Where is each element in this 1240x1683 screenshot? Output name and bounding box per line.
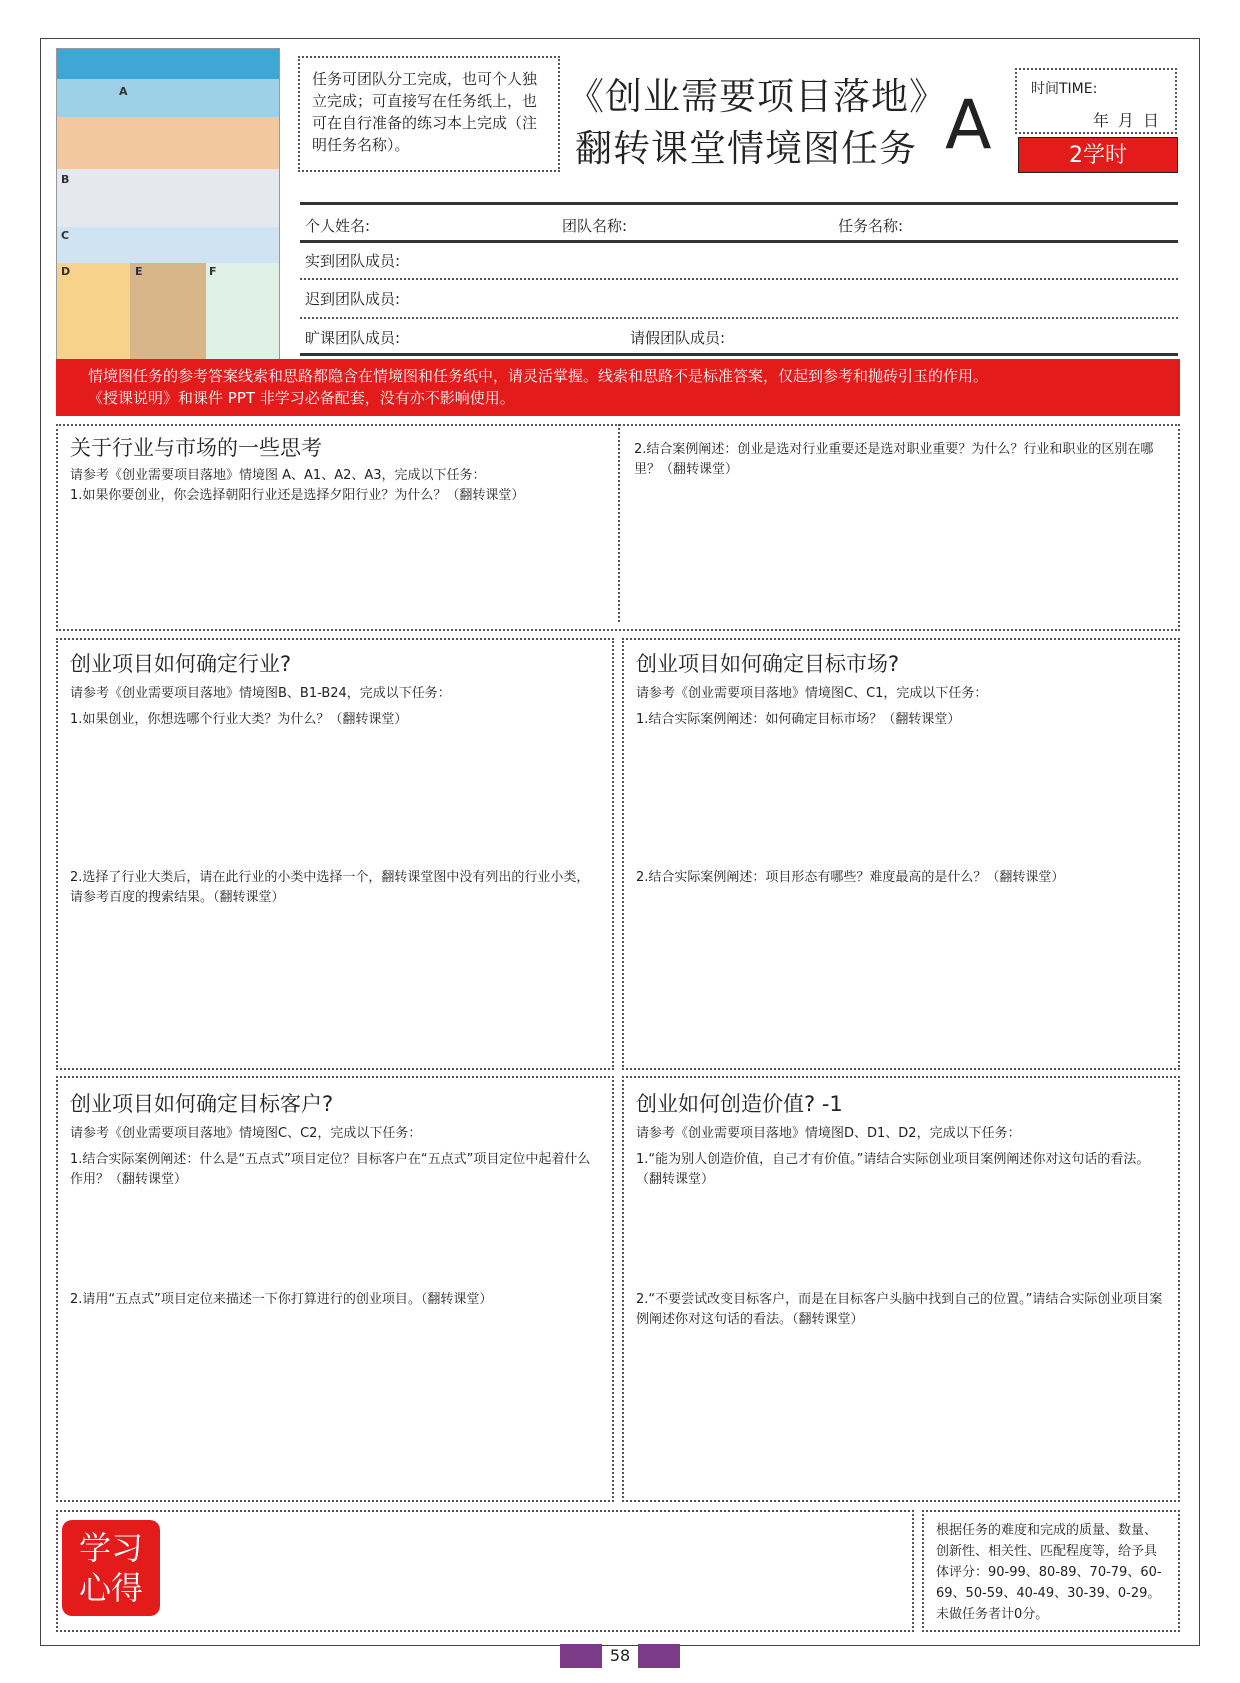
section-2-instruction: 请参考《创业需要项目落地》情境图B、B1-B24，完成以下任务： xyxy=(70,686,451,701)
section-target-market[interactable] xyxy=(622,638,1180,1070)
page-subtitle: 翻转课堂情境图任务 xyxy=(575,127,917,170)
page-title: 《创业需要项目落地》 xyxy=(567,75,947,118)
section-1-title: 关于行业与市场的一些思考 xyxy=(70,436,322,460)
thumb-label-e: E xyxy=(135,265,143,278)
section-4-instruction: 请参考《创业需要项目落地》情境图C、C2，完成以下任务： xyxy=(70,1126,422,1141)
team-field[interactable]: 团队名称: xyxy=(562,217,628,235)
learning-notes-line-2: 心得 xyxy=(78,1569,143,1607)
section-3-title: 创业项目如何确定目标市场? xyxy=(636,652,900,676)
late-members-field[interactable]: 迟到团队成员: xyxy=(305,290,401,308)
learning-notes-box[interactable] xyxy=(56,1510,914,1632)
section-4-question-2: 2.请用“五点式”项目定位来描述一下你打算进行的创业项目。（翻转课堂） xyxy=(70,1292,493,1307)
section-5-question-1: 1.“能为别人创造价值，自己才有价值。”请结合实际创业项目案例阐述你对这句话的看法。（翻转课堂） xyxy=(636,1152,1150,1187)
page-tab-left xyxy=(560,1644,602,1668)
form-rule-top xyxy=(300,202,1178,205)
absent-members-field[interactable]: 旷课团队成员: xyxy=(305,329,401,347)
section-industry-choice[interactable] xyxy=(56,638,614,1070)
section-4-title: 创业项目如何确定目标客户? xyxy=(70,1092,334,1116)
thumb-label-f: F xyxy=(209,265,217,278)
scoring-note: 根据任务的难度和完成的质量、数量、创新性、相关性、匹配程度等，给予具体评分：90-99、80-89、70-79、60-69、50-59、40-49、30-39、0-29。未做任务者计0分。 xyxy=(922,1510,1180,1632)
thumb-label-c: C xyxy=(61,229,70,242)
name-field[interactable]: 个人姓名: xyxy=(305,217,371,235)
page-number-tab xyxy=(560,1644,680,1668)
present-members-field[interactable]: 实到团队成员: xyxy=(305,252,401,270)
section-1-question-1: 1.如果你要创业，你会选择朝阳行业还是选择夕阳行业？为什么？（翻转课堂） xyxy=(70,488,525,503)
date-units: 年 月 日 xyxy=(1092,111,1161,130)
instructions-note: 任务可团队分工完成，也可个人独立完成；可直接写在任务纸上，也可在自行准备的练习本上完成（注明任务名称）。 xyxy=(298,56,560,172)
form-rule-2 xyxy=(300,240,1178,243)
time-label: 时间TIME: xyxy=(1031,81,1098,97)
scenario-thumbnail xyxy=(56,48,280,362)
section-4-question-1: 1.结合实际案例阐述：什么是“五点式”项目定位？目标客户在“五点式”项目定位中起着什么作用？（翻转课堂） xyxy=(70,1152,591,1187)
section-5-title: 创业如何创造价值? -1 xyxy=(636,1092,843,1116)
hint-line-1: 情境图任务的参考答案线索和思路都隐含在情境图和任务纸中，请灵活掌握。线索和思路不是标准答案，仅起到参考和抛砖引玉的作用。 xyxy=(88,367,989,385)
section-5-instruction: 请参考《创业需要项目落地》情境图D、D1、D2，完成以下任务： xyxy=(636,1126,1021,1141)
section-2-title: 创业项目如何确定行业? xyxy=(70,652,292,676)
section-2-question-2: 2.选择了行业大类后，请在此行业的小类中选择一个，翻转课堂图中没有列出的行业小类，请参考百度的搜索结果。（翻转课堂） xyxy=(70,870,590,905)
task-field[interactable]: 任务名称: xyxy=(838,217,904,235)
leave-members-field[interactable]: 请假团队成员: xyxy=(630,329,726,347)
learning-notes-badge xyxy=(62,1520,160,1616)
form-rule-4 xyxy=(300,317,1178,319)
section-3-question-2: 2.结合实际案例阐述：项目形态有哪些？难度最高的是什么？（翻转课堂） xyxy=(636,870,1065,885)
form-rule-3 xyxy=(300,278,1178,280)
hint-banner xyxy=(56,359,1180,416)
thumb-label-d: D xyxy=(61,265,71,278)
section-2-question-1: 1.如果创业，你想选哪个行业大类？为什么？（翻转课堂） xyxy=(70,712,408,727)
time-box[interactable] xyxy=(1015,68,1177,134)
section-1-question-2: 2.结合案例阐述：创业是选对行业重要还是选对职业重要？为什么？行业和职业的区别在哪里？（翻转课堂） xyxy=(634,442,1154,477)
page-number: 58 xyxy=(609,1646,631,1665)
section-1-instruction: 请参考《创业需要项目落地》情境图 A、A1、A2、A3，完成以下任务： xyxy=(70,468,486,483)
task-letter: A xyxy=(945,86,992,165)
section-3-question-1: 1.结合实际案例阐述：如何确定目标市场？（翻转课堂） xyxy=(636,712,961,727)
page-tab-right xyxy=(638,1644,680,1668)
thumb-label-a: A xyxy=(119,85,128,98)
hours-badge: 2学时 xyxy=(1018,137,1178,173)
section-1-divider xyxy=(618,424,620,622)
section-3-instruction: 请参考《创业需要项目落地》情境图C、C1，完成以下任务： xyxy=(636,686,988,701)
thumb-label-b: B xyxy=(61,173,70,186)
section-5-question-2: 2.“不要尝试改变目标客户，而是在目标客户头脑中找到自己的位置。”请结合实际创业项目案例阐述你对这句话的看法。（翻转课堂） xyxy=(636,1292,1163,1327)
hint-line-2: 《授课说明》和课件 PPT 非学习必备配套，没有亦不影响使用。 xyxy=(88,389,515,407)
learning-notes-line-1: 学习 xyxy=(78,1529,143,1567)
form-rule-bottom xyxy=(300,353,1178,356)
